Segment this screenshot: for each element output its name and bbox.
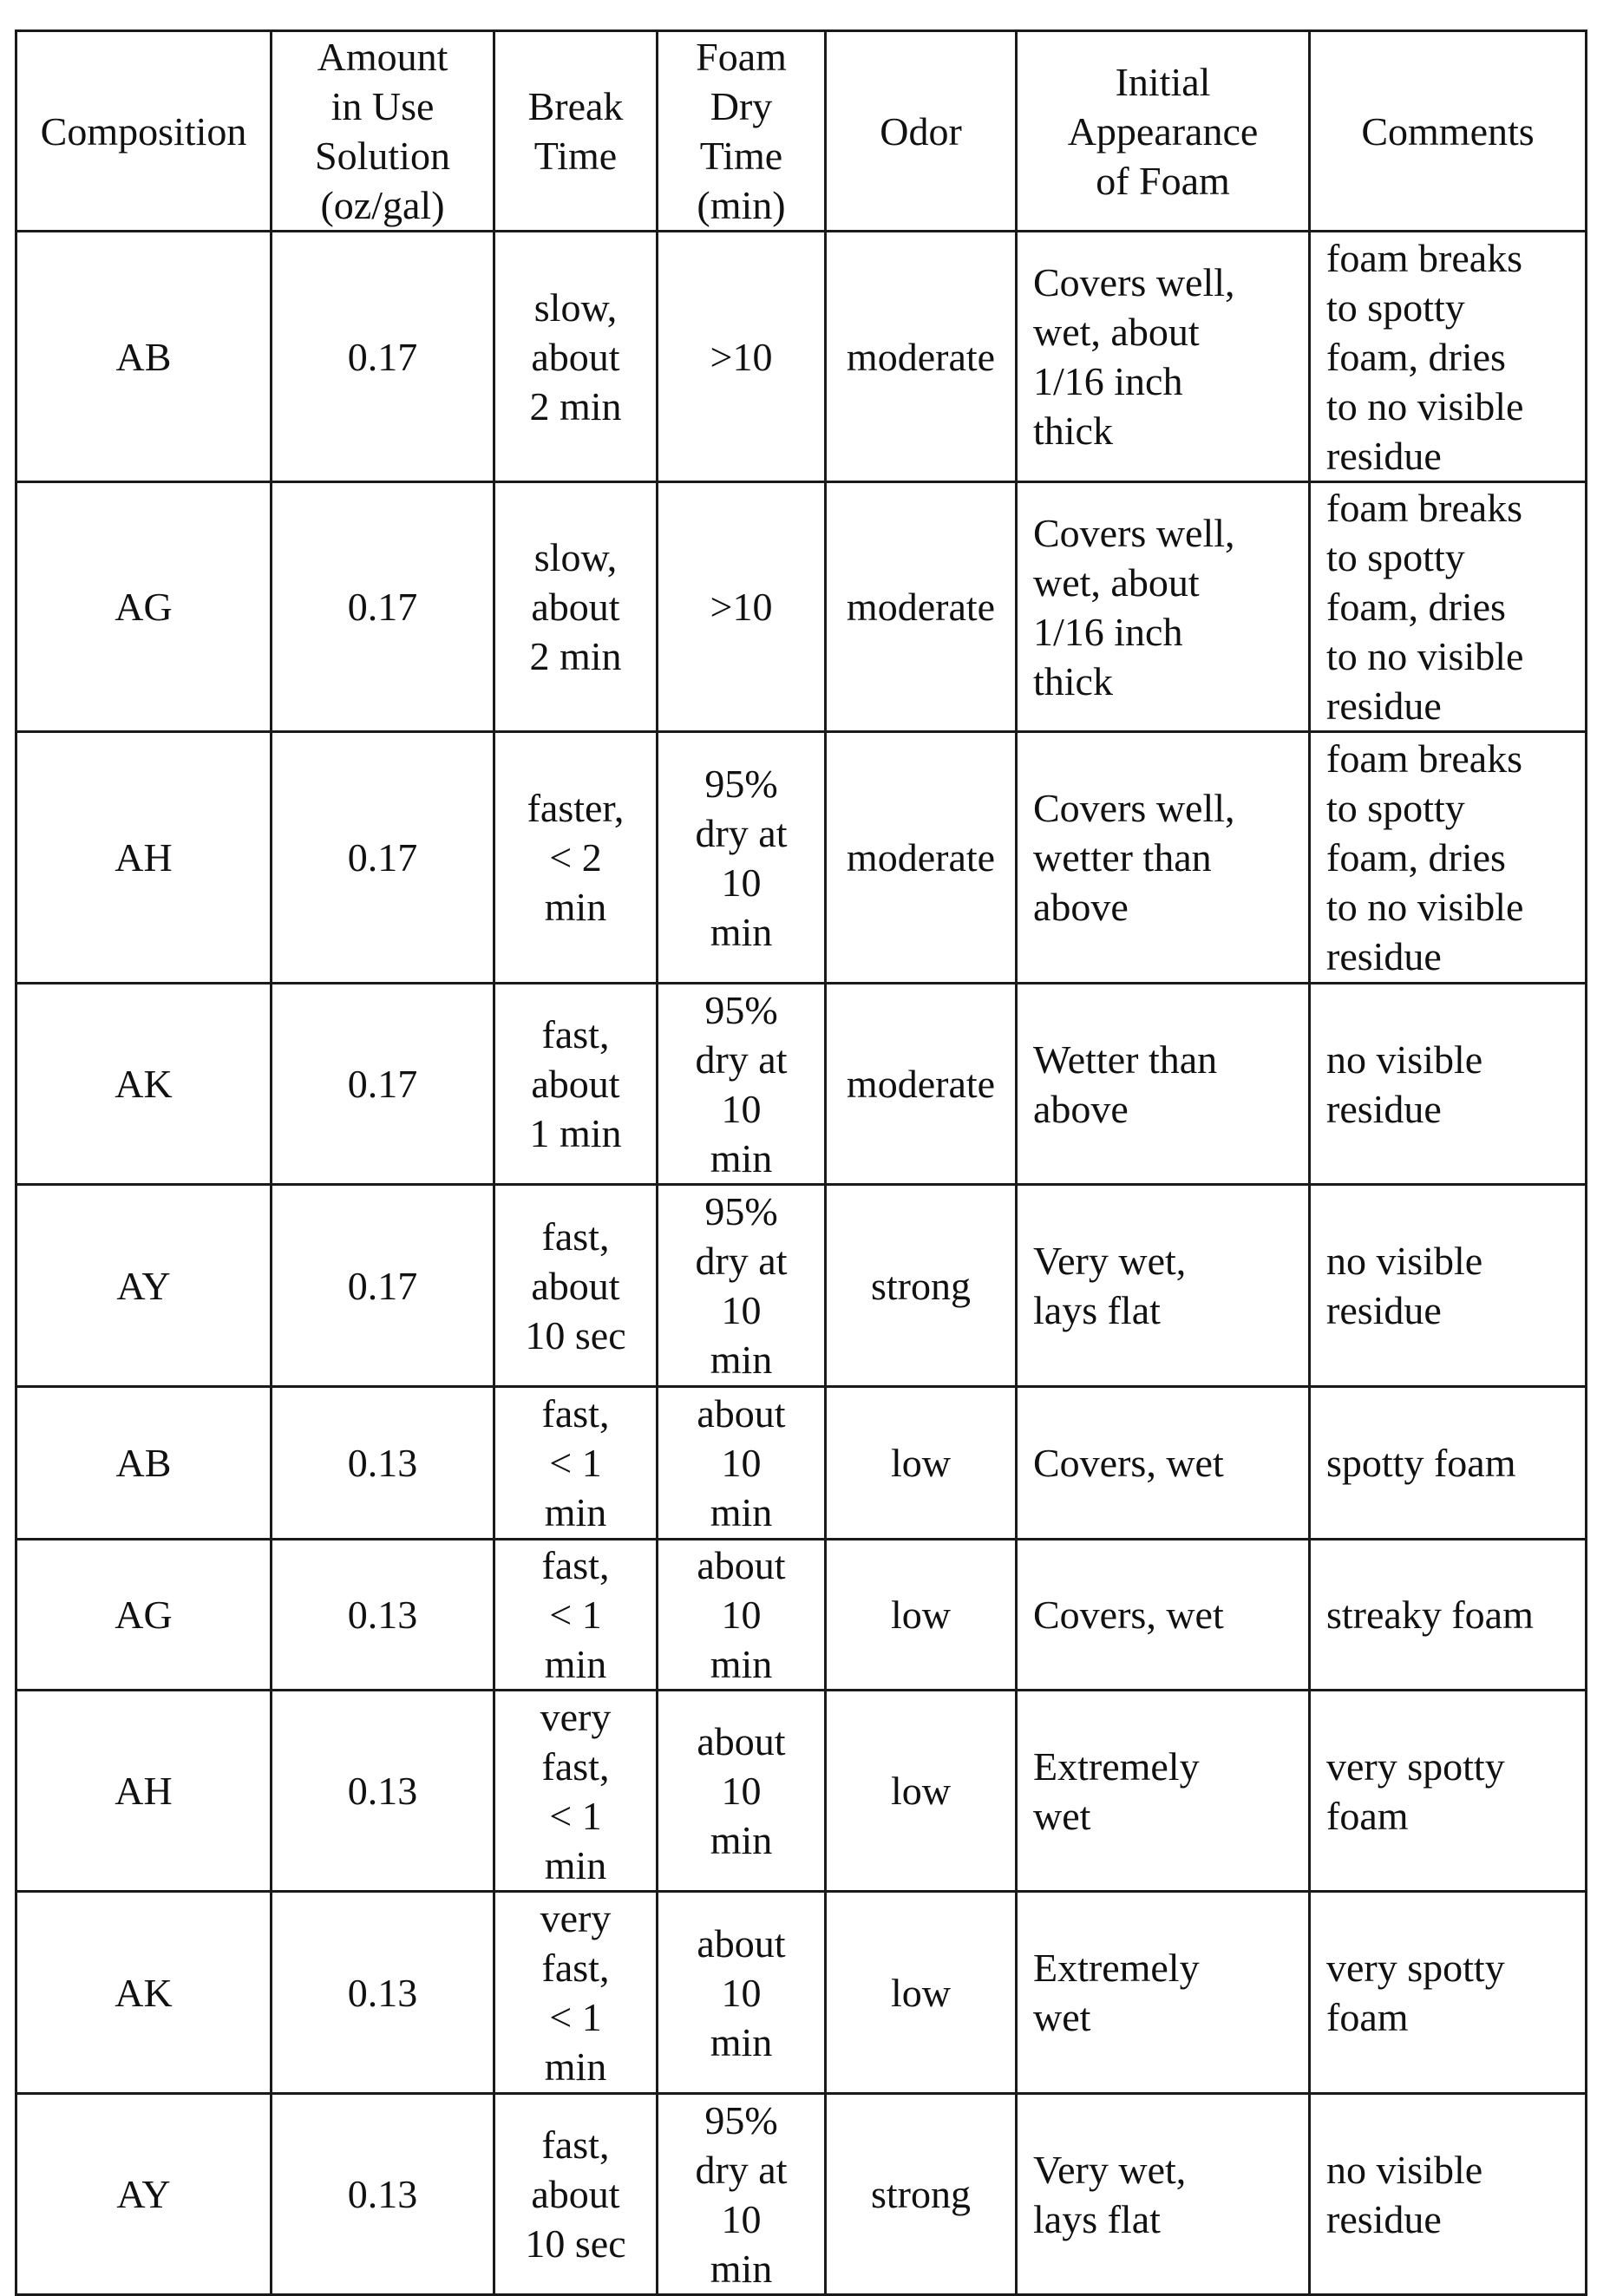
cell-comments [1310,1185,1587,1387]
cell-comments [1310,1691,1587,1892]
cell-text-line: Covers, wet [1033,1593,1224,1637]
cell-text-line: fast, [541,1946,610,1990]
cell-text-line: 10 [721,1441,762,1485]
cell-composition [16,1185,272,1387]
cell-text-line: < 1 [549,1995,602,2039]
cell-composition [16,1387,272,1540]
cell-text-line: very [540,1896,612,1940]
cell-text-line: min [710,2019,773,2064]
cell-text-line: moderate [846,334,996,379]
cell-text-line: residue [1326,684,1442,728]
cell-text-line: min [710,2246,773,2291]
cell-odor [826,1540,1017,1691]
cell-text-line: Comments [1361,108,1535,154]
cell-odor [826,232,1017,482]
cell-text-line: fast, [541,1391,610,1436]
cell-text-line: < 1 [549,1593,602,1637]
cell-text-line: 0.13 [347,2172,418,2216]
cell-text-line: 0.17 [347,334,418,379]
cell-text-line: to no visible [1326,383,1524,428]
cell-text-line: min [710,909,773,954]
cell-text-line: 95% [704,987,778,1032]
cell-text-line: Composition [40,108,247,154]
cell-text-line: < 2 [549,835,602,880]
cell-initial-appearance [1017,1892,1310,2094]
header-foam-dry-time [658,31,826,232]
cell-text-line: AH [115,835,173,880]
cell-text-line: 0.17 [347,585,418,629]
cell-foam-dry-time [658,1540,826,1691]
cell-text-line: Extremely [1033,1743,1200,1789]
cell-text-line: AB [115,1441,172,1485]
cell-text-line: 1/16 inch [1033,359,1183,403]
cell-amount [272,2094,494,2295]
cell-text-line: wet, about [1033,310,1200,354]
cell-comments [1310,482,1587,732]
cell-text-line: 10 [721,1970,762,2015]
cell-text-line: AG [115,1593,173,1637]
cell-odor [826,1691,1017,1892]
cell-text-line: min [544,1642,607,1686]
cell-text-line: 95% [704,761,778,806]
cell-text-line: Covers, wet [1033,1441,1224,1485]
cell-text-line: Time [699,134,783,178]
cell-text-line: >10 [710,334,773,379]
cell-text-line: 10 [721,1769,762,1813]
cell-foam-dry-time [658,1892,826,2094]
cell-text-line: residue [1326,433,1442,478]
cell-text-line: Time [533,134,618,178]
cell-text-line: 10 [721,860,762,905]
cell-text-line: fast, [541,1213,610,1259]
cell-text-line: to no visible [1326,634,1524,678]
table-row [16,1540,1587,1691]
cell-text-line: foam, dries [1326,585,1506,629]
cell-foam-dry-time [658,1691,826,1892]
cell-text-line: Initial [1115,59,1211,104]
table-row [16,2094,1587,2295]
cell-amount [272,482,494,732]
cell-text-line: of Foam [1096,158,1230,203]
cell-text-line: wet [1033,1793,1091,1838]
cell-text-line: no visible [1326,2147,1483,2192]
cell-foam-dry-time [658,2094,826,2295]
cell-text-line: AY [116,2172,171,2216]
cell-composition [16,984,272,1185]
cell-text-line: to spotty [1326,786,1465,830]
cell-amount [272,1691,494,1892]
cell-comments [1310,732,1587,984]
cell-foam-dry-time [658,1185,826,1387]
cell-text-line: < 1 [549,1793,602,1838]
cell-text-line: foam, dries [1326,835,1506,880]
header-odor [826,31,1017,232]
header-amount [272,31,494,232]
cell-text-line: to no visible [1326,885,1524,929]
table-row [16,984,1587,1185]
cell-text-line: above [1033,1086,1129,1131]
cell-text-line: min [544,1490,607,1534]
cell-text-line: faster, [527,786,625,830]
cell-text-line: 1/16 inch [1033,609,1183,654]
cell-break-time [494,1185,658,1387]
cell-text-line: thick [1033,409,1113,453]
cell-amount [272,732,494,984]
cell-text-line: streaky foam [1326,1593,1534,1637]
cell-text-line: lays flat [1033,2196,1161,2241]
cell-composition [16,1892,272,2094]
cell-break-time [494,232,658,482]
cell-comments [1310,984,1587,1185]
cell-comments [1310,1387,1587,1540]
cell-break-time [494,1387,658,1540]
cell-text-line: AK [115,1062,173,1106]
cell-text-line: low [891,1769,951,1813]
cell-text-line: residue [1326,1086,1442,1131]
cell-text-line: residue [1326,2196,1442,2241]
cell-initial-appearance [1017,2094,1310,2295]
cell-break-time [494,732,658,984]
cell-text-line: (min) [697,183,786,227]
cell-text-line: 2 min [529,383,622,428]
cell-foam-dry-time [658,984,826,1185]
cell-text-line: 1 min [529,1111,622,1155]
cell-foam-dry-time [658,1387,826,1540]
cell-text-line: 10 [721,1086,762,1131]
cell-text-line: low [891,1441,951,1485]
cell-text-line: residue [1326,1288,1442,1332]
cell-text-line: residue [1326,934,1442,978]
cell-text-line: AB [115,334,172,379]
cell-text-line: moderate [846,835,996,880]
cell-text-line: Very wet, [1033,2147,1187,2192]
cell-text-line: fast, [541,1012,610,1056]
cell-text-line: low [891,1970,951,2015]
cell-text-line: about [531,1062,620,1106]
cell-odor [826,1387,1017,1540]
cell-text-line: very [540,1694,612,1739]
cell-text-line: Covers well, [1033,510,1235,555]
cell-text-line: slow, [533,535,618,579]
table-row [16,482,1587,732]
cell-initial-appearance [1017,232,1310,482]
cell-composition [16,1540,272,1691]
cell-odor [826,1892,1017,2094]
cell-text-line: min [544,2044,607,2089]
cell-amount [272,1185,494,1387]
cell-composition [16,232,272,482]
cell-text-line: 0.13 [347,1441,418,1485]
header-break-time [494,31,658,232]
cell-initial-appearance [1017,1387,1310,1540]
cell-text-line: about [531,334,620,379]
cell-break-time [494,1540,658,1691]
cell-foam-dry-time [658,232,826,482]
header-comments [1310,31,1587,232]
cell-text-line: about [697,1543,786,1587]
cell-break-time [494,482,658,732]
cell-initial-appearance [1017,482,1310,732]
cell-text-line: 0.13 [347,1593,418,1637]
foam-test-results-table [15,29,1587,2296]
cell-text-line: 0.17 [347,835,418,880]
cell-odor [826,732,1017,984]
cell-text-line: 10 [721,1593,762,1637]
cell-text-line: Amount [317,35,448,79]
cell-text-line: 10 [721,1288,762,1332]
cell-text-line: Wetter than [1033,1037,1218,1082]
cell-initial-appearance [1017,1540,1310,1691]
table-row [16,1892,1587,2094]
cell-text-line: Odor [880,108,962,154]
cell-text-line: Foam [696,35,787,79]
cell-text-line: slow, [533,285,618,330]
cell-text-line: dry at [695,810,788,855]
cell-text-line: foam breaks [1326,486,1523,530]
cell-composition [16,1691,272,1892]
cell-text-line: AY [116,1263,171,1308]
cell-amount [272,1540,494,1691]
cell-text-line: 0.13 [347,1769,418,1813]
cell-text-line: very spotty [1326,1946,1505,1990]
cell-text-line: 0.13 [347,1970,418,2015]
cell-text-line: dry at [695,1239,788,1283]
cell-text-line: foam [1326,1995,1409,2039]
cell-text-line: thick [1033,658,1113,703]
cell-text-line: min [544,1842,607,1887]
cell-composition [16,482,272,732]
cell-initial-appearance [1017,732,1310,984]
cell-text-line: 0.17 [347,1062,418,1106]
cell-text-line: < 1 [549,1441,602,1485]
cell-text-line: Very wet, [1033,1239,1187,1283]
cell-text-line: about [697,1920,786,1966]
cell-text-line: lays flat [1033,1288,1161,1332]
cell-foam-dry-time [658,482,826,732]
cell-amount [272,1387,494,1540]
cell-text-line: Break [527,84,624,128]
cell-text-line: min [544,885,607,929]
cell-odor [826,482,1017,732]
cell-text-line: above [1033,885,1129,929]
cell-initial-appearance [1017,1185,1310,1387]
cell-text-line: 10 sec [525,2221,626,2266]
cell-text-line: 95% [704,2097,778,2142]
cell-initial-appearance [1017,1691,1310,1892]
cell-text-line: spotty foam [1326,1441,1516,1485]
table-row [16,1185,1587,1387]
cell-text-line: Covers well, [1033,786,1235,830]
header-initial-appearance [1017,31,1310,232]
cell-odor [826,2094,1017,2295]
cell-text-line: to spotty [1326,535,1465,579]
cell-comments [1310,1892,1587,2094]
cell-text-line: no visible [1326,1239,1483,1283]
cell-break-time [494,1892,658,2094]
cell-text-line: dry at [695,1037,788,1082]
cell-break-time [494,984,658,1185]
header-composition [16,31,272,232]
cell-text-line: strong [871,1263,971,1308]
cell-text-line: about [697,1391,786,1436]
cell-text-line: foam [1326,1793,1409,1838]
cell-text-line: >10 [710,585,773,629]
table-row [16,232,1587,482]
cell-text-line: very spotty [1326,1743,1505,1789]
cell-composition [16,732,272,984]
cell-text-line: moderate [846,1062,996,1106]
cell-text-line: Solution [315,134,450,178]
cell-text-line: min [710,1818,773,1862]
cell-break-time [494,2094,658,2295]
cell-text-line: min [710,1135,773,1181]
cell-composition [16,2094,272,2295]
cell-amount [272,232,494,482]
cell-odor [826,1185,1017,1387]
cell-text-line: fast, [541,1743,610,1789]
cell-text-line: to spotty [1326,285,1465,330]
table-row [16,1387,1587,1540]
cell-text-line: about [697,1719,786,1763]
table-row [16,732,1587,984]
cell-text-line: min [710,1642,773,1686]
cell-text-line: min [710,1490,773,1534]
cell-text-line: fast, [541,2123,610,2167]
cell-text-line: 10 [721,2196,762,2241]
cell-text-line: AH [115,1769,173,1813]
table-row [16,1691,1587,1892]
foam-test-results-table-container [15,29,1587,2296]
cell-text-line: Dry [710,84,773,128]
cell-text-line: 95% [704,1189,778,1233]
cell-comments [1310,2094,1587,2295]
cell-text-line: foam breaks [1326,235,1523,280]
cell-text-line: 10 sec [525,1312,626,1357]
cell-text-line: min [710,1338,773,1382]
cell-text-line: no visible [1326,1037,1483,1082]
cell-text-line: AG [115,585,173,629]
cell-text-line: foam breaks [1326,736,1523,781]
cell-text-line: foam, dries [1326,334,1506,379]
cell-text-line: dry at [695,2147,788,2192]
cell-text-line: wet, about [1033,559,1200,605]
cell-amount [272,1892,494,2094]
cell-text-line: about [531,1263,620,1308]
cell-amount [272,984,494,1185]
cell-text-line: (oz/gal) [320,183,445,227]
cell-text-line: about [531,2172,620,2216]
cell-text-line: Covers well, [1033,260,1235,304]
cell-text-line: strong [871,2172,971,2216]
cell-text-line: low [891,1593,951,1637]
cell-text-line: 0.17 [347,1263,418,1308]
cell-text-line: Appearance [1067,108,1259,154]
cell-text-line: about [531,585,620,629]
cell-text-line: wetter than [1033,835,1212,880]
cell-text-line: wet [1033,1995,1091,2039]
cell-comments [1310,1540,1587,1691]
cell-comments [1310,232,1587,482]
cell-text-line: moderate [846,585,996,629]
cell-text-line: in Use [331,84,435,128]
header-row [16,31,1587,232]
cell-foam-dry-time [658,732,826,984]
cell-odor [826,984,1017,1185]
cell-text-line: 2 min [529,634,622,678]
cell-initial-appearance [1017,984,1310,1185]
cell-text-line: fast, [541,1543,610,1587]
cell-text-line: Extremely [1033,1946,1200,1990]
cell-text-line: AK [115,1970,173,2015]
cell-break-time [494,1691,658,1892]
